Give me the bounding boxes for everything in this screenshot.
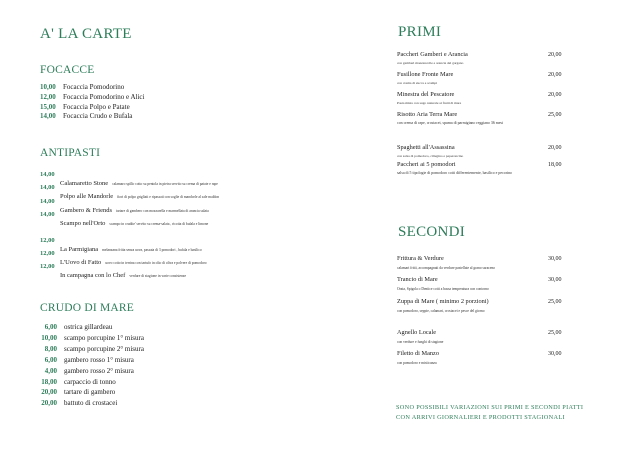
secondo-desc: con pomodoro e misticanza [397,361,437,365]
primo-name: Risotto Aria Terra Mare [397,111,458,118]
crudo-price: 6,00 [44,323,57,331]
focaccia-name: Focaccia Polpo e Patate [63,103,130,111]
crudo-price: 20,00 [41,388,57,397]
primo-desc: con crema di rape, crostacei, spuma di parmigiano reggiano 36 mesi [397,121,504,125]
footer-line-2: CON ARRIVI GIORNALIERI E PRODOTTI STAGIONALI [396,414,565,421]
primo-price: 20,00 [548,92,562,98]
crudo-price: 4,00 [44,366,57,375]
secondi-heading: SECONDI [398,224,466,240]
focaccia-price: 14,00 [40,112,56,120]
antipasto-name: Scampo nell'Orto [60,220,106,227]
primo-name: Paccheri ai 5 pomodori [397,161,456,168]
antipasto-price: 14,00 [40,171,55,178]
antipasto-price: 12,00 [40,237,55,244]
crudo-name: scampo porcupine 2° misura [64,344,144,353]
primo-desc: con crema di zucca e scampi [397,81,438,85]
focacce-heading: FOCACCE [40,64,95,76]
crudo-name: scampo porcupine 1° misura [64,333,144,342]
secondo-name: Agnello Locale [397,329,436,336]
secondo-name: Trancio di Mare [397,276,438,283]
secondo-price: 30,00 [548,351,562,357]
antipasto-price: 12,00 [40,263,55,270]
primo-price: 20,00 [548,145,562,151]
antipasto-name: Polpo alle Mandorle [60,193,114,200]
primo-price: 25,00 [548,112,562,118]
focaccia-price: 15,00 [40,103,56,111]
antipasto-desc: melanzana fritta senza uova, passata di 3 pomodori , bufala e basilico [102,248,202,252]
secondo-price: 25,00 [548,330,562,336]
crudo-price: 20,00 [41,399,57,408]
primo-name: Fusillone Fronte Mare [397,71,454,78]
antipasto-desc: fiori di polpo grigliati e ripassati con soglie di mandorle al sale maldon [117,195,220,199]
footer-line-1: SONO POSSIBILI VARIAZIONI SUI PRIMI E SECONDI PIATTI [396,404,584,411]
antipasto-desc: tartare di gambero con mozzarella e marmellata di arancia salata [116,209,209,213]
crudo-heading: CRUDO DI MARE [40,302,134,314]
focaccia-name: Focaccia Pomodorino e Alici [63,93,145,101]
antipasto-desc: scampo in crudite' servito su crema-salata , ricotta di bufala e limone [109,222,209,226]
antipasto-row [60,212,208,228]
primo-desc: Pasta mista con sugo naturale ai frutti di mare [397,101,462,105]
crudo-price: 8,00 [44,344,57,353]
primo-name: Minestra del Pescatore [397,91,455,98]
crudo-name: gambero rosso 2° misura [64,366,134,375]
crudo-name: gambero rosso 1° misura [64,355,134,364]
crudo-name: ostrica gillardeau [64,323,113,331]
primo-desc: con salsa di pomodoro, ciliegino e peperoncino [397,154,464,158]
crudo-name: tartare di gambero [64,388,116,397]
crudo-price: 18,00 [41,377,57,386]
secondo-name: Zuppa di Mare ( minimo 2 porzioni) [397,298,489,305]
crudo-price: 6,00 [44,355,57,364]
antipasto-name: L'Uovo di Fatto [60,259,102,266]
focaccia-price: 10,00 [40,83,56,91]
focaccia-name: Focaccia Crudo e Bufala [63,112,133,120]
antipasti-heading: ANTIPASTI [40,147,101,159]
antipasto-name: In campagna con lo Chef [60,272,126,279]
crudo-name: carpaccio di tonno [64,377,116,386]
a-la-carte-title: A' LA CARTE [40,26,132,42]
antipasto-price: 14,00 [40,184,55,191]
secondo-price: 30,00 [548,256,562,262]
primo-name: Spaghetti all'Assassina [397,144,455,151]
secondo-price: 30,00 [548,277,562,283]
primo-price: 18,00 [548,162,562,168]
antipasto-price: 14,00 [40,198,55,205]
secondo-price: 25,00 [548,299,562,305]
crudo-name: battuto di crostacei [64,399,118,408]
antipasto-name: La Parmigiana [60,246,99,253]
antipasto-desc: verdure di stagione in varie consistenze [129,274,187,278]
primo-price: 20,00 [548,72,562,78]
antipasto-row [60,264,186,280]
focaccia-name: Focaccia Pomodorino [63,83,125,91]
secondo-name: Frittura & Verdure [397,255,444,262]
secondo-desc: con verdure e funghi di stagione [397,340,444,344]
secondo-desc: calamari fritti, accompagnati da verdure pastellate al grano saraceno [397,266,496,270]
crudo-price: 10,00 [41,333,57,342]
antipasto-desc: uovo cotto in terrina con tartufo in olio di oliva e polvere di pomodoro [105,261,207,265]
primo-name: Paccheri Gamberi e Arancia [397,51,468,58]
antipasto-desc: calamaro spillo cotto su pentola in pietra servito su crema di patate e rape [112,182,218,186]
secondo-desc: con pomodoro, seppie, calamari, crostacei e pesce del giorno [397,309,485,313]
focaccia-price: 12,00 [40,93,56,101]
antipasto-price: 12,00 [40,250,55,257]
primi-heading: PRIMI [398,24,442,40]
primo-price: 20,00 [548,52,562,58]
antipasto-price: 14,00 [40,211,55,218]
primo-desc: con gamberi mazzancolle e arancia del gargano [397,61,464,65]
secondo-desc: Orata, Spigola o Dentice cotti a bassa temperatura con contorno [397,287,489,291]
primo-desc: salsa di 5 tipologie di pomodoro cotti differentemente, basilico e pecorino [397,171,512,175]
antipasto-name: Gambero & Friends [60,207,112,214]
antipasto-name: Calamaretto Stone [60,180,109,187]
secondo-name: Filetto di Manzo [397,350,439,357]
